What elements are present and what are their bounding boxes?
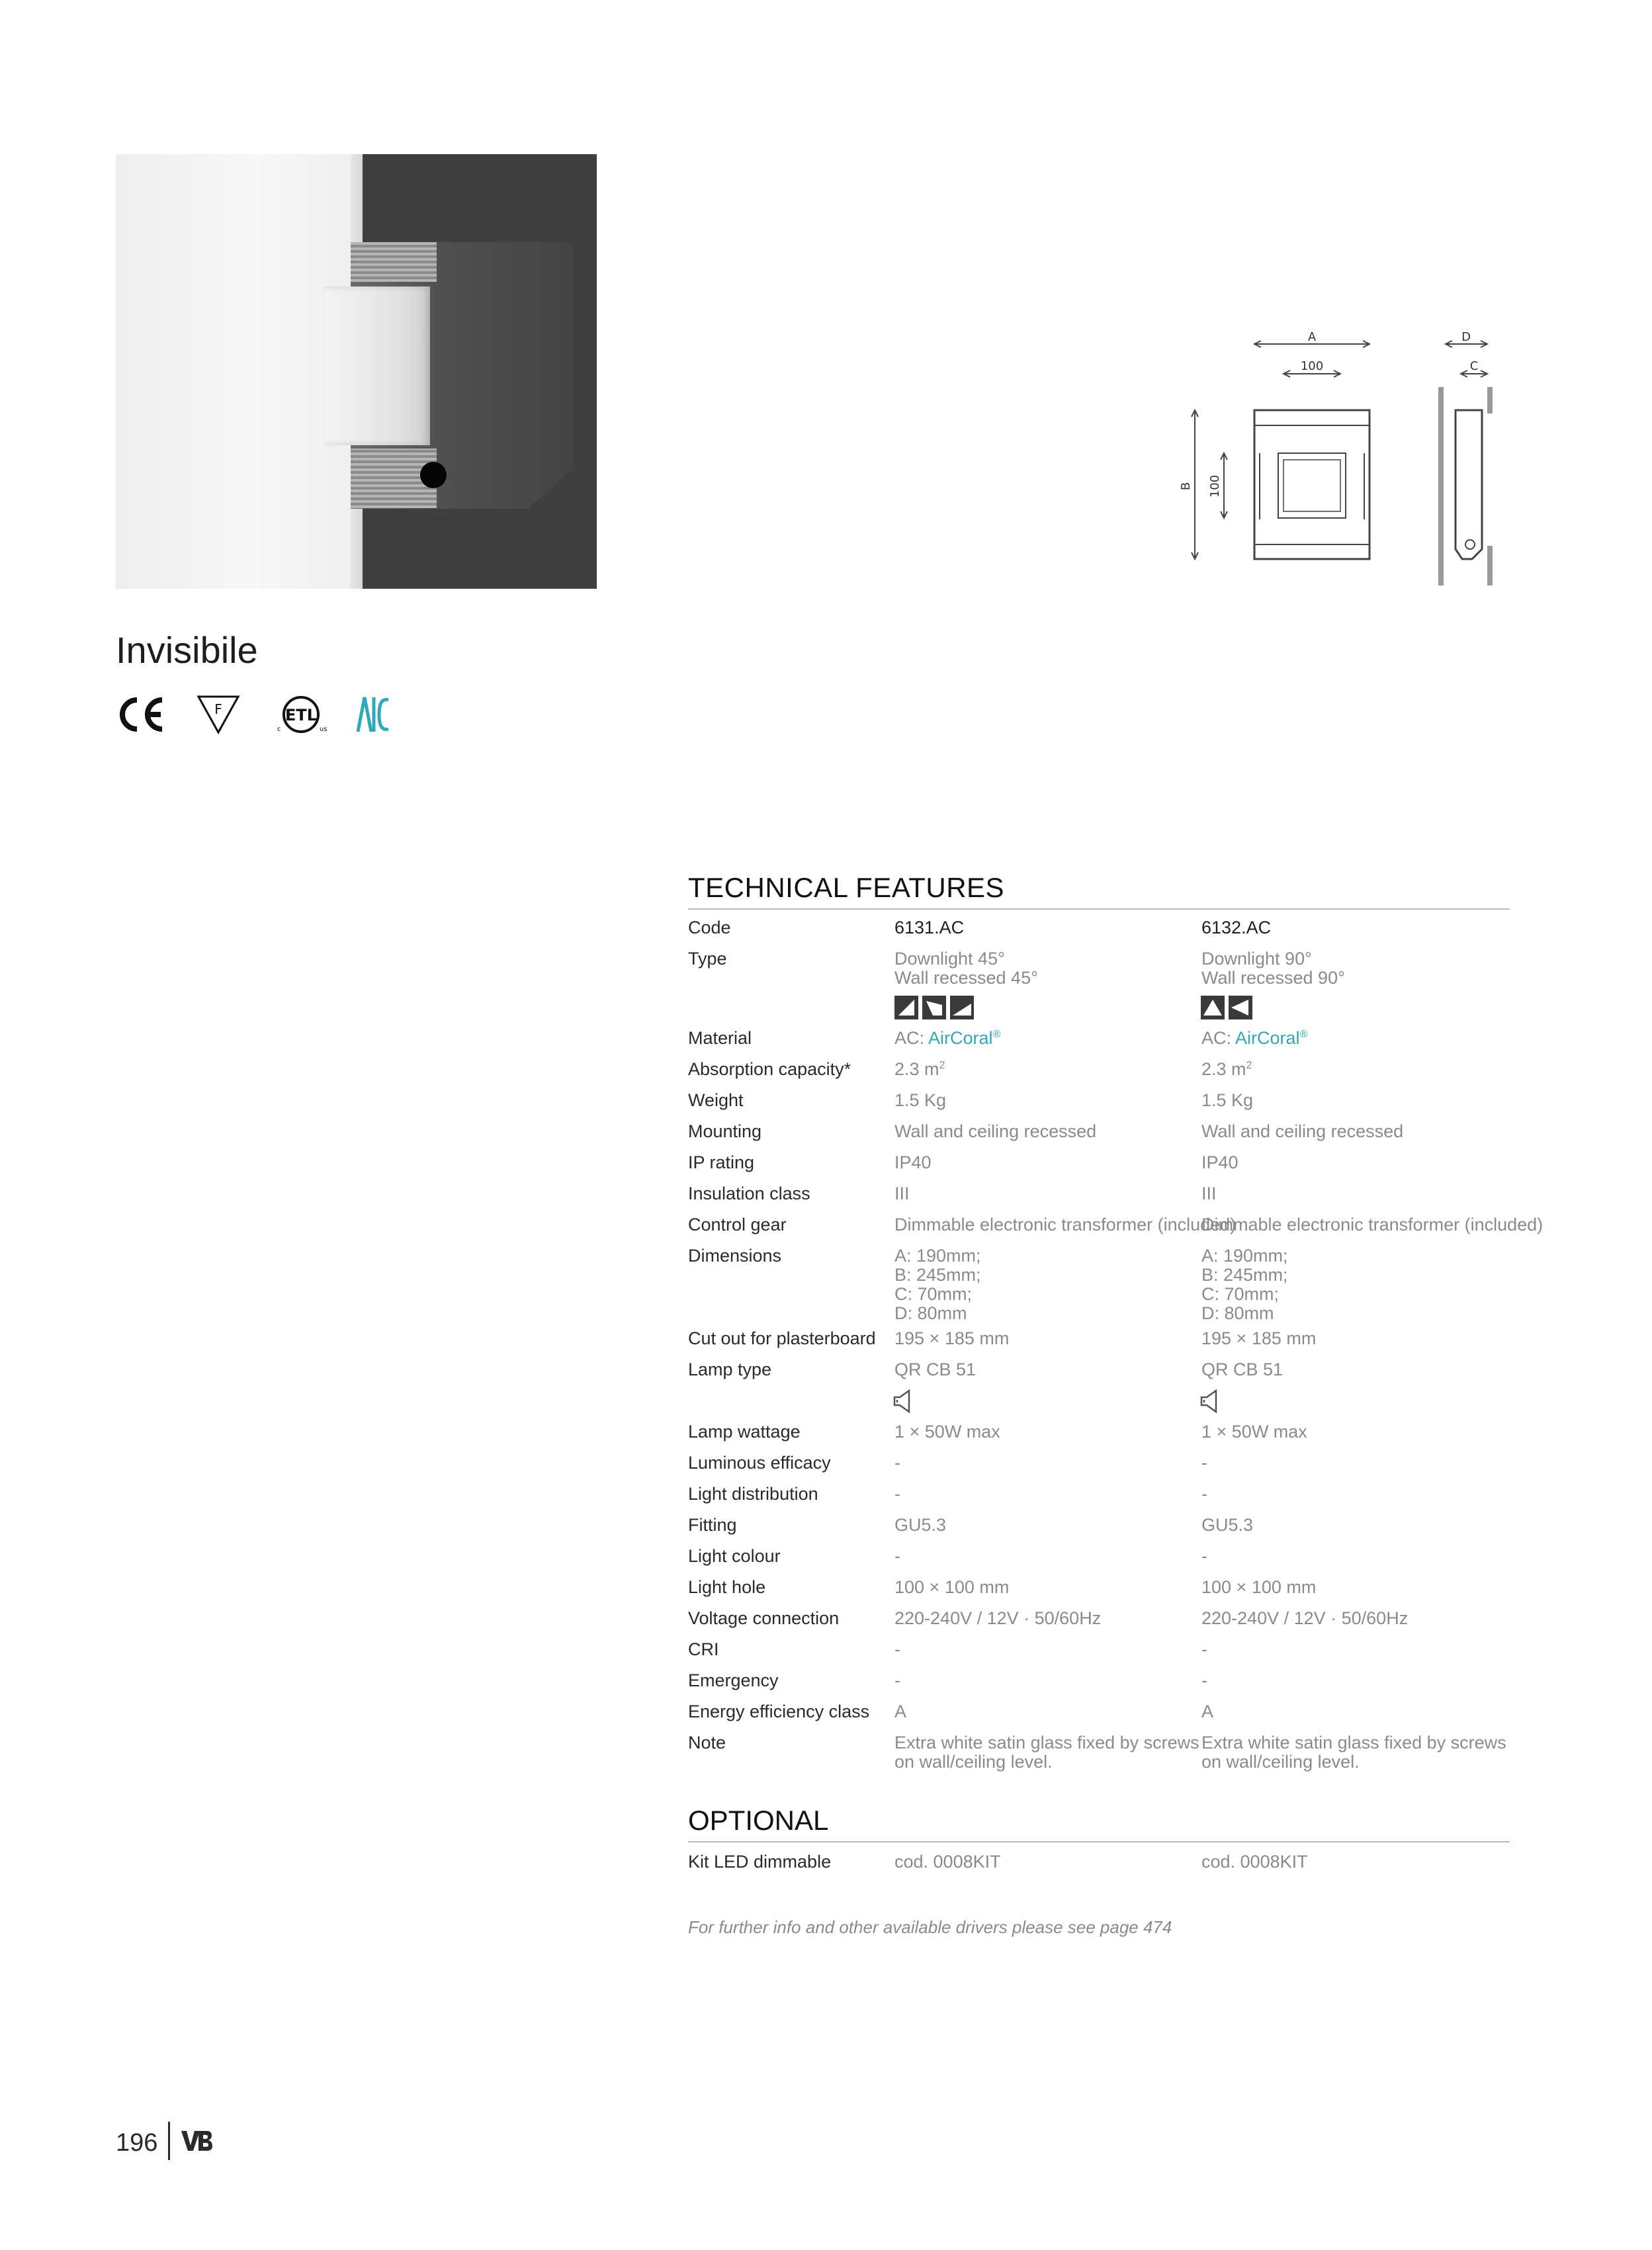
technical-features-title: TECHNICAL FEATURES — [688, 872, 1005, 903]
note-6132: Extra white satin glass fixed by screws on wall/ceiling level. — [1201, 1733, 1506, 1772]
control-gear-6132: Dimmable electronic transformer (included) — [1201, 1215, 1543, 1234]
page-divider — [168, 2122, 170, 2160]
efficacy-6131: - — [894, 1453, 900, 1473]
svg-text:c: c — [277, 726, 281, 733]
row-label: Material — [688, 1028, 752, 1048]
row-label: Mounting — [688, 1121, 762, 1141]
section-divider — [688, 908, 1510, 910]
row-label: Fitting — [688, 1515, 737, 1535]
beam-90-icons — [1201, 996, 1252, 1019]
row-label: IP rating — [688, 1152, 755, 1172]
cri-6132: - — [1201, 1639, 1207, 1659]
voltage-6131: 220-240V / 12V · 50/60Hz — [894, 1608, 1102, 1628]
light-hole-6131: 100 × 100 mm — [894, 1577, 1010, 1597]
row-label: Voltage connection — [688, 1608, 840, 1628]
kit-6131: cod. 0008KIT — [894, 1852, 1001, 1872]
type-6131: Downlight 45° Wall recessed 45° — [894, 949, 1038, 988]
weight-6131: 1.5 Kg — [894, 1090, 947, 1110]
row-label: Cut out for plasterboard — [688, 1328, 876, 1348]
voltage-6132: 220-240V / 12V · 50/60Hz — [1201, 1608, 1409, 1628]
light-hole-6132: 100 × 100 mm — [1201, 1577, 1317, 1597]
ip-6131: IP40 — [894, 1152, 932, 1172]
product-photo — [116, 154, 597, 589]
dimensions-6131: A: 190mm; B: 245mm; C: 70mm; D: 80mm — [894, 1246, 981, 1323]
dim-label-width: 100 — [1300, 359, 1324, 373]
absorption-6131: 2.3 $m^2$ — [894, 1059, 945, 1079]
row-label: CRI — [688, 1639, 719, 1659]
row-label: Dimensions — [688, 1246, 782, 1266]
material-6132: AC: AirCoral® — [1201, 1028, 1308, 1048]
emergency-6131: - — [894, 1670, 900, 1690]
energy-6132: A — [1201, 1702, 1214, 1721]
row-label: Control gear — [688, 1215, 787, 1234]
f-triangle-icon — [195, 691, 241, 738]
insulation-6131: III — [894, 1184, 910, 1203]
aircoral-ac-icon — [354, 691, 390, 738]
dichroic-lamp-icon — [891, 1389, 912, 1413]
footnote: For further info and other available drivers please see page 474 — [688, 1917, 1172, 1937]
ce-mark-icon — [114, 691, 167, 738]
row-label: Note — [688, 1733, 726, 1752]
row-label: Insulation class — [688, 1184, 810, 1203]
brand-logo-icon — [180, 2128, 213, 2153]
cut-out-6131: 195 × 185 mm — [894, 1328, 1010, 1348]
technical-drawing — [1171, 321, 1522, 599]
distribution-6132: - — [1201, 1484, 1207, 1504]
control-gear-6131: Dimmable electronic transformer (included) — [894, 1215, 1237, 1234]
mounting-6131: Wall and ceiling recessed — [894, 1121, 1097, 1141]
emergency-6132: - — [1201, 1670, 1207, 1690]
distribution-6131: - — [894, 1484, 900, 1504]
row-label: Lamp type — [688, 1360, 772, 1379]
row-label: Weight — [688, 1090, 744, 1110]
lamp-type-6132: QR CB 51 — [1201, 1360, 1283, 1379]
dim-label-d: D — [1461, 330, 1471, 344]
wattage-6131: 1 × 50W max — [894, 1422, 1000, 1442]
row-label: Emergency — [688, 1670, 779, 1690]
svg-text:ETL: ETL — [284, 706, 318, 724]
weight-6132: 1.5 Kg — [1201, 1090, 1254, 1110]
colour-6131: - — [894, 1546, 900, 1566]
etl-listed-icon — [271, 691, 331, 738]
absorption-6132: 2.3 $m^2$ — [1201, 1059, 1252, 1079]
fitting-6131: GU5.3 — [894, 1515, 947, 1535]
row-label: Lamp wattage — [688, 1422, 801, 1442]
section-divider — [688, 1841, 1510, 1842]
fitting-6132: GU5.3 — [1201, 1515, 1254, 1535]
svg-text:us: us — [320, 726, 327, 733]
row-label: Absorption capacity* — [688, 1059, 851, 1079]
code-6132: 6132.AC — [1201, 918, 1272, 937]
cut-out-6132: 195 × 185 mm — [1201, 1328, 1317, 1348]
mounting-6132: Wall and ceiling recessed — [1201, 1121, 1404, 1141]
dichroic-lamp-icon — [1197, 1389, 1219, 1413]
dimensions-6132: A: 190mm; B: 245mm; C: 70mm; D: 80mm — [1201, 1246, 1288, 1323]
svg-text:F: F — [214, 701, 222, 717]
wattage-6132: 1 × 50W max — [1201, 1422, 1307, 1442]
row-label: Luminous efficacy — [688, 1453, 831, 1473]
optional-title: OPTIONAL — [688, 1805, 829, 1836]
beam-45-icons — [894, 996, 974, 1019]
colour-6132: - — [1201, 1546, 1207, 1566]
row-label: Light hole — [688, 1577, 766, 1597]
product-name: Invisibile — [116, 629, 258, 671]
dim-label-c: C — [1469, 359, 1479, 373]
insulation-6132: III — [1201, 1184, 1217, 1203]
dim-label-a: A — [1307, 330, 1317, 344]
lamp-type-6131: QR CB 51 — [894, 1360, 977, 1379]
row-label: Light colour — [688, 1546, 781, 1566]
ip-6132: IP40 — [1201, 1152, 1239, 1172]
efficacy-6132: - — [1201, 1453, 1207, 1473]
dim-label-b: B — [1179, 482, 1193, 491]
code-6131: 6131.AC — [894, 918, 965, 937]
page-number: 196 — [116, 2129, 158, 2157]
material-6131: AC: AirCoral® — [894, 1028, 1001, 1048]
dim-label-height: 100 — [1208, 474, 1222, 498]
kit-6132: cod. 0008KIT — [1201, 1852, 1308, 1872]
row-label: Energy efficiency class — [688, 1702, 870, 1721]
row-label: Light distribution — [688, 1484, 818, 1504]
note-6131: Extra white satin glass fixed by screws on wall/ceiling level. — [894, 1733, 1199, 1772]
energy-6131: A — [894, 1702, 907, 1721]
type-6132: Downlight 90° Wall recessed 90° — [1201, 949, 1345, 988]
row-label: Code — [688, 918, 731, 937]
row-label: Type — [688, 949, 727, 969]
row-label: Kit LED dimmable — [688, 1852, 832, 1872]
cri-6131: - — [894, 1639, 900, 1659]
